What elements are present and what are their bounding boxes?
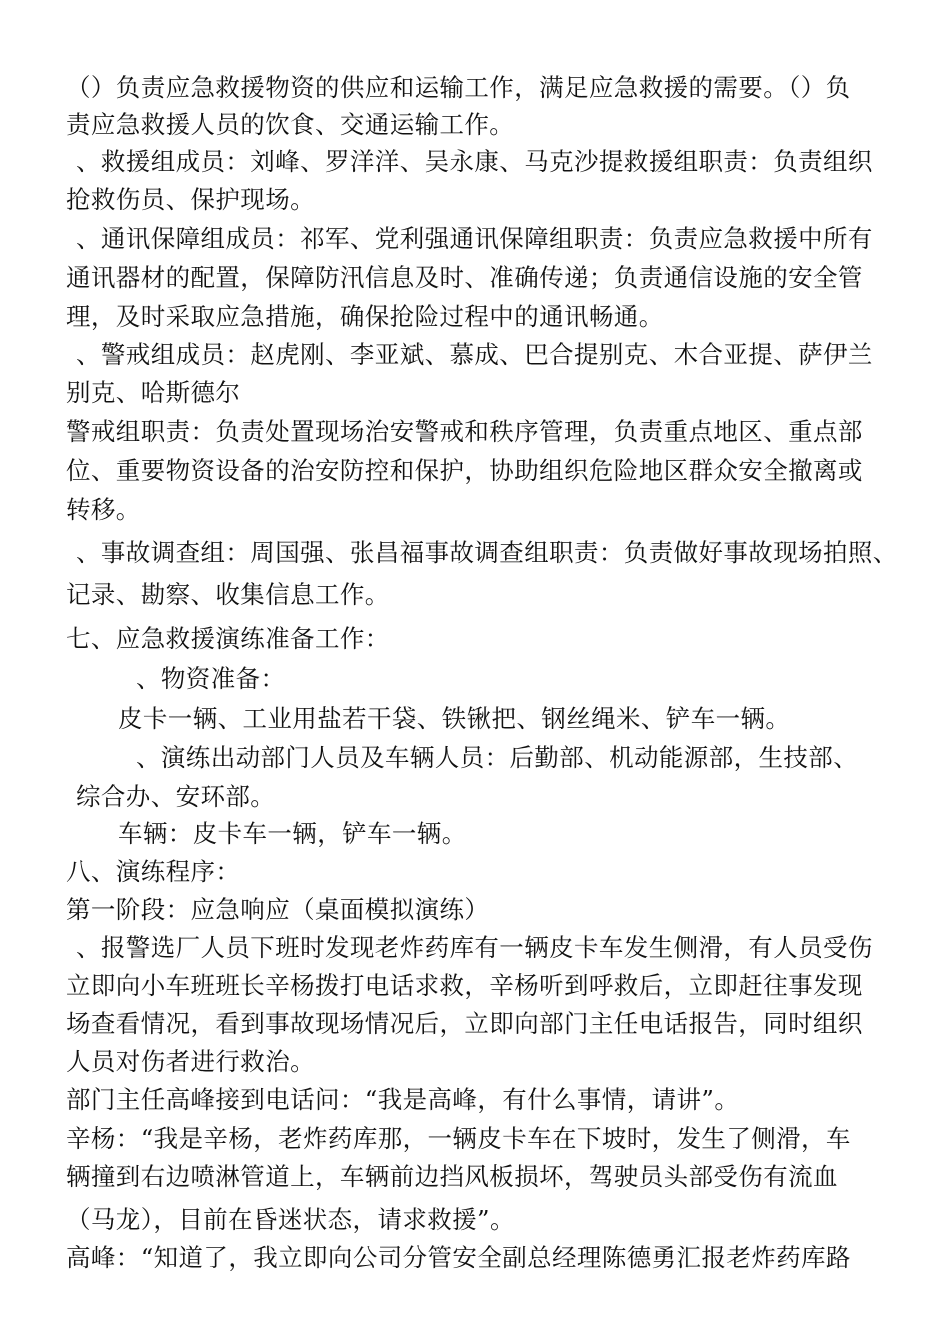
text-line: 皮卡一辆、工业用盐若干袋、铁锹把、钢丝绳米、铲车一辆。 xyxy=(118,704,791,733)
text-line: 辆撞到右边喷淋管道上，车辆前边挡风板损坏，驾驶员头部受伤有流血 xyxy=(66,1162,838,1191)
section-heading: 八、演练程序： xyxy=(66,857,241,886)
text-line: 、通讯保障组成员：祁军、党利强通讯保障组职责：负责应急救援中所有 xyxy=(76,224,873,253)
text-line: 位、重要物资设备的治安防控和保护，协助组织危险地区群众安全撤离或 xyxy=(66,456,863,485)
text-line: 、报警选厂人员下班时发现老炸药库有一辆皮卡车发生侧滑，有人员受伤 xyxy=(76,933,873,962)
text-line: 责应急救援人员的饮食、交通运输工作。 xyxy=(66,110,515,139)
text-line: 理，及时采取应急措施，确保抢险过程中的通讯畅通。 xyxy=(66,302,664,331)
text-line: 车辆：皮卡车一辆，铲车一辆。 xyxy=(118,819,467,848)
text-line: 、演练出动部门人员及车辆人员：后勤部、机动能源部，生技部、 xyxy=(136,743,859,772)
text-line: （马龙），目前在昏迷状态，请求救援”。 xyxy=(66,1205,515,1234)
text-line: 立即向小车班班长辛杨拨打电话求救，辛杨听到呼救后，立即赶往事发现 xyxy=(66,971,863,1000)
text-line: 警戒组职责：负责处置现场治安警戒和秩序管理，负责重点地区、重点部 xyxy=(66,417,863,446)
text-line: 转移。 xyxy=(66,495,141,524)
text-line: （）负责应急救援物资的供应和运输工作，满足应急救援的需要。（）负 xyxy=(66,73,851,102)
text-line: 记录、勘察、收集信息工作。 xyxy=(66,580,390,609)
text-line: 人员对伤者进行救治。 xyxy=(66,1047,315,1076)
text-line: 、救援组成员：刘峰、罗洋洋、吴永康、马克沙提救援组职责：负责组织 xyxy=(76,147,873,176)
text-line: 、警戒组成员：赵虎刚、李亚斌、慕成、巴合提别克、木合亚提、萨伊兰 xyxy=(76,340,873,369)
text-line: 辛杨：“我是辛杨，老炸药库那，一辆皮卡车在下坡时，发生了侧滑，车 xyxy=(66,1124,851,1153)
text-line: 综合办、安环部。 xyxy=(76,782,276,811)
text-line: 场查看情况，看到事故现场情况后，立即向部门主任电话报告，同时组织 xyxy=(66,1009,863,1038)
text-line: 高峰：“知道了，我立即向公司分管安全副总经理陈德勇汇报老炸药库路 xyxy=(66,1243,851,1272)
text-line: 抢救伤员、保护现场。 xyxy=(66,185,315,214)
text-line: 、物资准备： xyxy=(136,664,286,693)
text-line: 别克、哈斯德尔 xyxy=(66,378,241,407)
text-line: 通讯器材的配置，保障防汛信息及时、准确传递；负责通信设施的安全管 xyxy=(66,263,863,292)
text-line: 部门主任高峰接到电话问：“我是高峰，有什么事情，请讲”。 xyxy=(66,1085,740,1114)
text-line: 第一阶段：应急响应（桌面模拟演练） xyxy=(66,895,490,924)
section-heading: 七、应急救援演练准备工作： xyxy=(66,624,390,653)
text-line: 、事故调查组：周国强、张昌福事故调查组职责：负责做好事故现场拍照、 xyxy=(76,538,898,567)
